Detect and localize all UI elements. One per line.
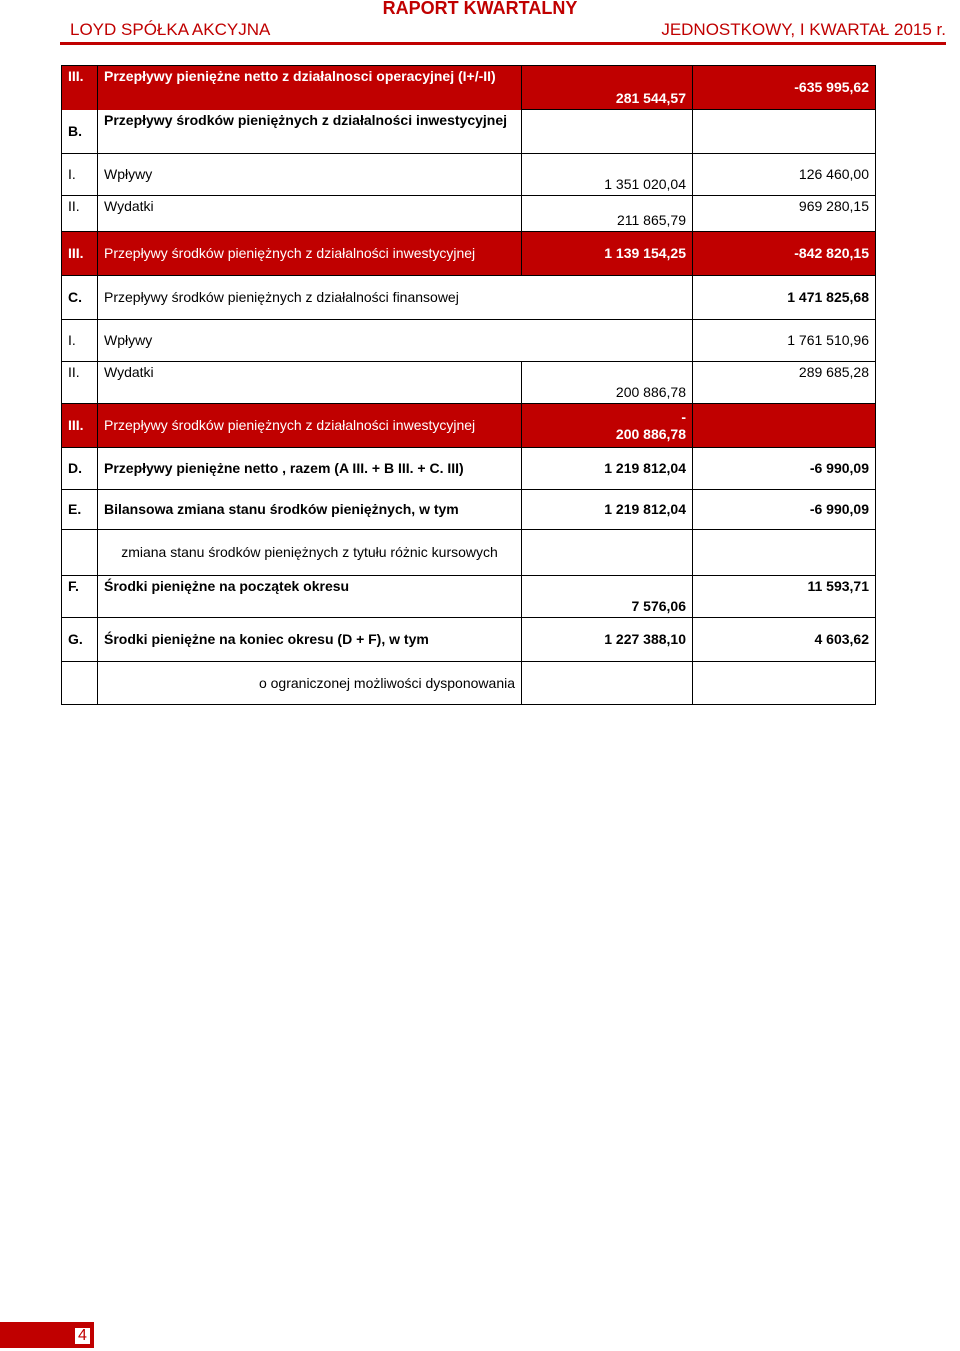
row-code: I. [62, 320, 98, 362]
row-value-previous [693, 404, 876, 448]
table-row [62, 232, 876, 276]
value-amount: 200 886,78 [615, 425, 686, 442]
row-value-current: 1 219 812,04 [522, 448, 693, 490]
table-row [62, 618, 876, 662]
row-code: III. [62, 404, 98, 448]
row-value-previous: 126 460,00 [693, 154, 876, 196]
row-value-current: 1 227 388,10 [522, 618, 693, 662]
row-value-current: 281 544,57 [522, 66, 693, 110]
row-code [62, 662, 98, 705]
row-code [62, 530, 98, 576]
row-value-current: 1 351 020,04 [522, 154, 693, 196]
row-label: Przepływy pieniężne netto z działalnosci operacyjnej (I+/-II) [98, 66, 522, 110]
row-label: Wydatki [98, 196, 522, 232]
row-value-previous: 289 685,28 [693, 362, 876, 404]
page-number: 4 [75, 1328, 90, 1344]
row-value-current [522, 110, 693, 154]
row-label: Środki pieniężne na początek okresu [98, 576, 522, 618]
row-value-current: 1 219 812,04 [522, 490, 693, 530]
row-value-previous: 1 761 510,96 [693, 320, 876, 362]
row-value-previous [693, 530, 876, 576]
row-value-previous [693, 110, 876, 154]
row-label: Przepływy środków pieniężnych z działalności inwestycyjnej [98, 232, 522, 276]
table-row [62, 576, 876, 618]
row-code: G. [62, 618, 98, 662]
table-row [62, 66, 876, 110]
row-value-previous: -6 990,09 [693, 490, 876, 530]
row-value-current [522, 404, 693, 448]
row-value-previous: -6 990,09 [693, 448, 876, 490]
row-label: o ograniczonej możliwości dysponowania [98, 662, 522, 705]
table-row [62, 276, 876, 320]
row-code: III. [62, 232, 98, 276]
row-label: Bilansowa zmiana stanu środków pieniężnych, w tym [98, 490, 522, 530]
row-value-current: 200 886,78 [522, 362, 693, 404]
row-label: Wpływy [98, 320, 693, 362]
row-label: Wydatki [98, 362, 522, 404]
row-code: E. [62, 490, 98, 530]
row-label: Przepływy środków pieniężnych z działalności finansowej [98, 276, 693, 320]
row-value-current: 1 139 154,25 [522, 232, 693, 276]
row-label: zmiana stanu środków pieniężnych z tytułu różnic kursowych [98, 530, 522, 576]
row-label: Przepływy środków pieniężnych z działalności inwestycyjnej [98, 404, 522, 448]
table-row [62, 530, 876, 576]
table-row [62, 490, 876, 530]
table-row [62, 362, 876, 404]
report-title: RAPORT KWARTALNY [382, 0, 578, 18]
report-period: JEDNOSTKOWY, I KWARTAŁ 2015 r. [661, 20, 946, 39]
row-value-previous: 1 471 825,68 [693, 276, 876, 320]
row-code: II. [62, 362, 98, 404]
row-label: Środki pieniężne na koniec okresu (D + F), w tym [98, 618, 522, 662]
row-value-previous [693, 662, 876, 705]
table-row [62, 662, 876, 705]
table-row [62, 320, 876, 362]
row-value-previous: 4 603,62 [693, 618, 876, 662]
row-code: F. [62, 576, 98, 618]
company-name: LOYD SPÓŁKA AKCYJNA [70, 20, 271, 39]
table-row [62, 404, 876, 448]
cash-flow-table [61, 65, 876, 705]
row-value-previous: 969 280,15 [693, 196, 876, 232]
table-row [62, 448, 876, 490]
row-value-current [522, 662, 693, 705]
row-value-current: 7 576,06 [522, 576, 693, 618]
table-row [62, 154, 876, 196]
row-value-previous: -635 995,62 [693, 66, 876, 110]
row-label: Wpływy [98, 154, 522, 196]
row-code: I. [62, 154, 98, 196]
row-code: C. [62, 276, 98, 320]
value-sign: - [681, 408, 686, 425]
row-value-previous: -842 820,15 [693, 232, 876, 276]
header-divider [60, 42, 946, 45]
row-label: Przepływy pieniężne netto , razem (A III. + B III. + C. III) [98, 448, 522, 490]
row-value-current: 211 865,79 [522, 196, 693, 232]
row-value-previous: 11 593,71 [693, 576, 876, 618]
table-row [62, 110, 876, 154]
row-code: III. [62, 66, 98, 110]
row-value-current [522, 530, 693, 576]
row-label: Przepływy środków pieniężnych z działalności inwestycyjnej [98, 110, 522, 154]
row-code: II. [62, 196, 98, 232]
row-code: B. [62, 110, 98, 154]
row-code: D. [62, 448, 98, 490]
table-row [62, 196, 876, 232]
